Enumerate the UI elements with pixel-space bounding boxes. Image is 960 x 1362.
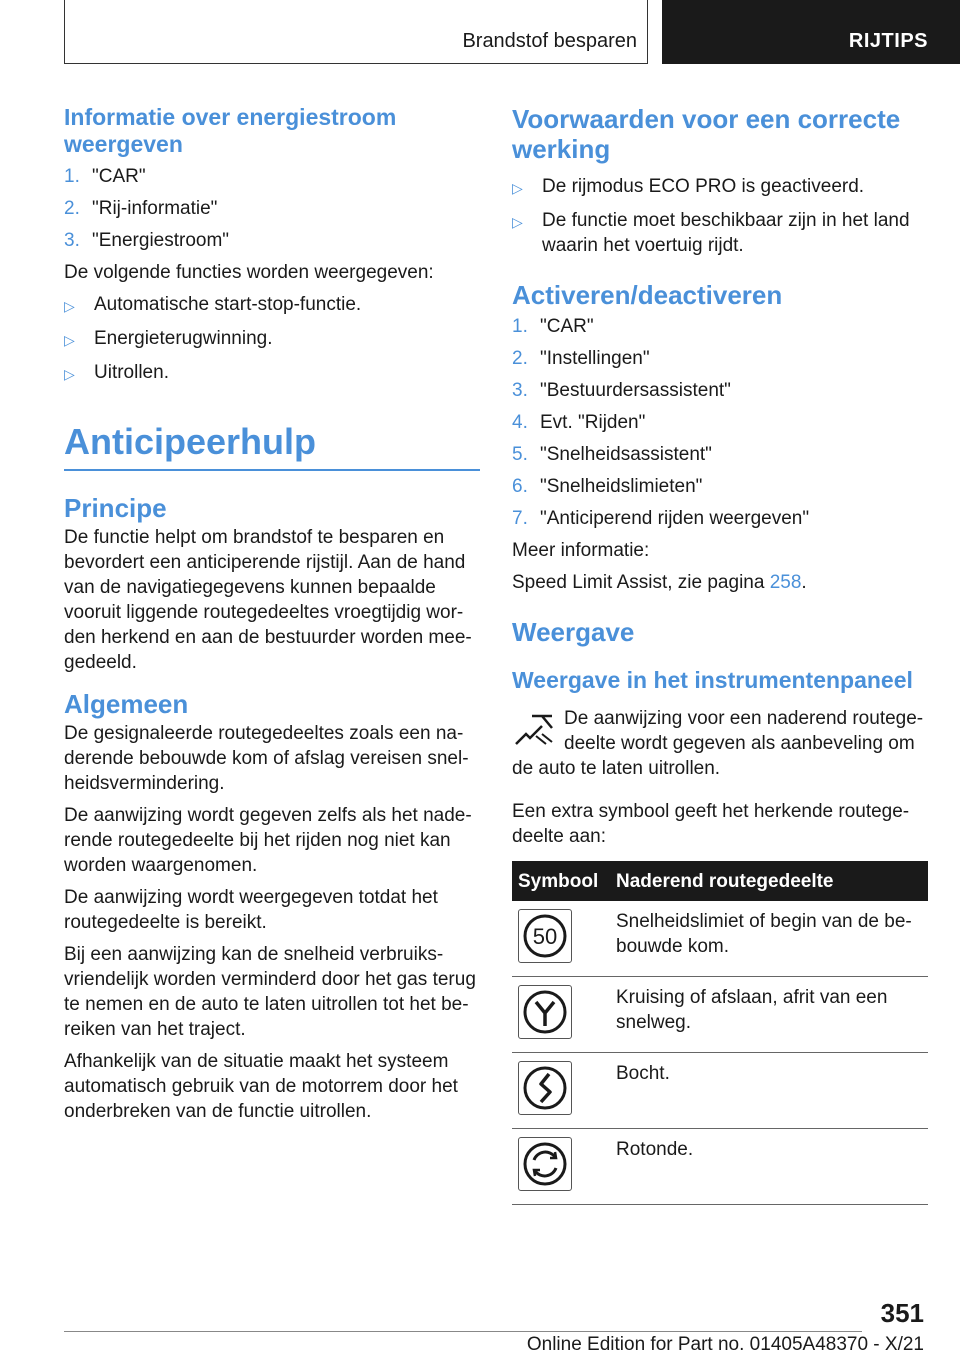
junction-icon xyxy=(518,985,572,1039)
algemeen-paragraph: De aanwijzing wordt gegeven zelfs als het nade-rende routegedeelte bij het rijden nog niet kan worden waargenomen. xyxy=(64,805,472,876)
function-item: ▷ Automatische start-stop-functie. xyxy=(64,292,484,319)
row-description: Bocht. xyxy=(610,1053,928,1129)
principe-text: De functie helpt om brandstof te besparen en bevordert een anticiperende rijstijl. Aan de hand van de navigatiegegevens kunnen bepaalde vooruit liggende routegedeeltes vroegtijdig wor-den herkend en aan de bestuurder worden mee-gedeeld. xyxy=(64,527,472,673)
speed-limit-value: 50 xyxy=(532,924,558,949)
speed-limit-50-icon xyxy=(518,909,572,963)
extra-symbol-text: Een extra symbool geeft het herkende routege-deelte aan: xyxy=(512,801,910,847)
info-steps xyxy=(64,164,484,253)
instrument-heading: Weergave in het instrumentenpaneel xyxy=(512,667,913,693)
condition-item: ▷ De functie moet beschikbaar zijn in het land waarin het voertuig rijdt. xyxy=(512,210,910,256)
algemeen-paragraph: De gesignaleerde routegedeeltes zoals een na-derende bebouwde kom of afslag vereisen snel-heidsvermindering. xyxy=(64,723,469,794)
left-column xyxy=(64,104,484,1124)
info-step: 3. "Energiestroom" xyxy=(64,230,230,251)
meer-info: Meer informatie: xyxy=(512,540,650,561)
table-row xyxy=(512,901,928,977)
activate-step: 4. Evt. "Rijden" xyxy=(512,412,646,433)
activate-step: 2. "Instellingen" xyxy=(512,348,650,369)
row-description: Rotonde. xyxy=(610,1129,928,1205)
anticipation-warning-icon xyxy=(512,708,556,752)
row-description: Snelheidslimiet of begin van de be-bouwde kom. xyxy=(610,901,928,977)
info-step: 1. "CAR" xyxy=(64,166,146,187)
algemeen-paragraph: Afhankelijk van de situatie maakt het systeem automatisch gebruik van de motorrem door het onderbreken van de functie uitrollen. xyxy=(64,1051,458,1122)
activate-step: 5. "Snelheidsassistent" xyxy=(512,444,712,465)
main-title: Anticipeerhulp xyxy=(64,421,317,462)
page-link[interactable]: 258 xyxy=(769,572,802,593)
bullet-triangle-icon: ▷ xyxy=(64,332,75,348)
activate-step: 3. "Bestuurdersassistent" xyxy=(512,380,731,401)
header-section-box xyxy=(64,0,648,64)
header-section-title: Brandstof besparen xyxy=(462,30,637,52)
algemeen-paragraph: De aanwijzing wordt weergegeven totdat het routegedeelte is bereikt. xyxy=(64,887,438,933)
bullet-triangle-icon: ▷ xyxy=(64,366,75,382)
footer-rule xyxy=(64,1331,862,1332)
instrument-text-block: De aanwijzing voor een naderend routege-deelte wordt gegeven als aanbeveling om de auto te laten uitrollen. xyxy=(512,708,924,779)
title-rule xyxy=(64,469,480,471)
column-header-route-section: Naderend routegedeelte xyxy=(610,861,928,901)
header-chapter-label: RIJTIPS xyxy=(848,30,928,52)
activate-step: 6. "Snelheidslimieten" xyxy=(512,476,703,497)
bullet-triangle-icon: ▷ xyxy=(512,214,523,230)
bullet-triangle-icon: ▷ xyxy=(512,180,523,196)
symbol-table xyxy=(512,861,928,1205)
table-row xyxy=(512,1053,928,1129)
right-column xyxy=(512,104,928,1205)
algemeen-heading: Algemeen xyxy=(64,689,189,719)
principe-heading: Principe xyxy=(64,493,167,523)
row-description: Kruising of afslaan, afrit van een snelweg. xyxy=(610,977,928,1053)
column-header-symbol: Symbool xyxy=(512,861,610,901)
function-item: ▷ Uitrollen. xyxy=(64,360,484,387)
voorwaarden-heading: Voorwaarden voor een correcte werking xyxy=(512,104,901,164)
table-row xyxy=(512,1129,928,1205)
activeren-heading: Activeren/deactiveren xyxy=(512,280,783,310)
function-item: ▷ Energieterugwinning. xyxy=(64,326,484,353)
activate-step: 7. "Anticiperend rijden weergeven" xyxy=(512,508,810,529)
roundabout-icon xyxy=(518,1137,572,1191)
curve-icon xyxy=(518,1061,572,1115)
info-heading: Informatie over energiestroom weergeven xyxy=(64,104,397,157)
algemeen-paragraph: Bij een aanwijzing kan de snelheid verbruiks-vriendelijk worden verminderd door het gas terug te nemen en de auto te laten uitrollen tot het be-reiken van het traject. xyxy=(64,944,476,1040)
page-number: 351 xyxy=(880,1298,924,1328)
activate-step: 1. "CAR" xyxy=(512,316,594,337)
functions-intro: De volgende functies worden weergegeven: xyxy=(64,262,434,283)
weergave-heading: Weergave xyxy=(512,617,635,647)
info-step: 2. "Rij-informatie" xyxy=(64,198,218,219)
table-row xyxy=(512,977,928,1053)
footer-edition: Online Edition for Part no. 01405A48370 - X/21 xyxy=(526,1334,924,1355)
bullet-triangle-icon: ▷ xyxy=(64,298,75,314)
speed-limit-reference: Speed Limit Assist, zie pagina 258. xyxy=(512,572,807,593)
condition-item: ▷ De rijmodus ECO PRO is geactiveerd. xyxy=(512,174,928,201)
header-chapter-tab xyxy=(662,0,960,64)
